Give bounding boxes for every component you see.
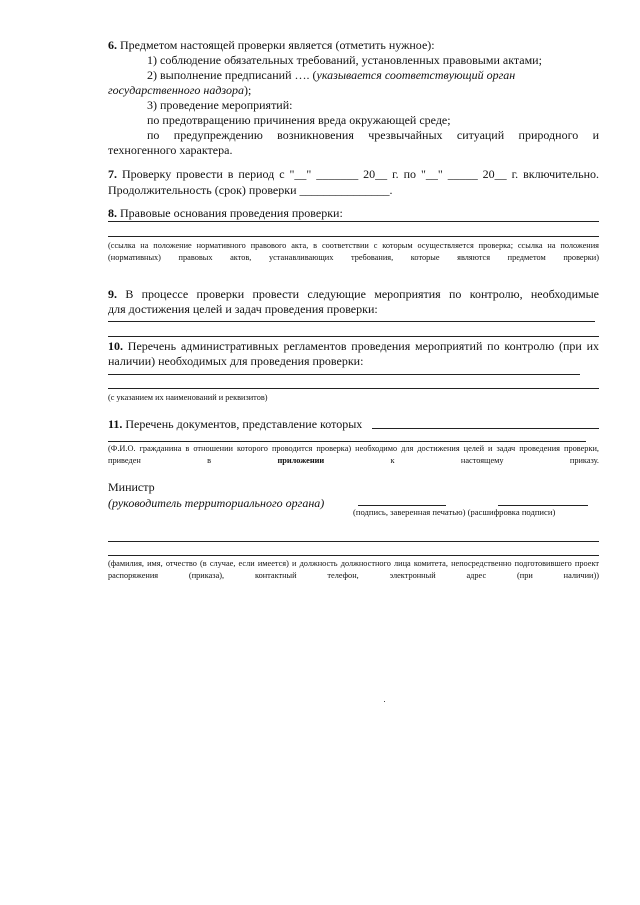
section-11-blank-line <box>108 441 586 442</box>
signature-caption: (подпись, заверенная печатью) (расшифровка подписи) <box>353 507 556 517</box>
section-10-blank-line-1 <box>108 374 580 375</box>
section-10-line-1: 10. Перечень административных регламентов проведения мероприятий по контролю (при их <box>108 339 600 353</box>
section-10-note: (с указанием их наименований и реквизитов) <box>108 393 268 402</box>
section-6-number: 6. <box>108 38 117 52</box>
section-6-item-2-cont: государственного надзора); <box>108 83 252 97</box>
section-6-item-3b-cont: техногенного характера. <box>108 143 233 157</box>
section-6-item-3a: по предотвращению причинения вреда окружающей среде; <box>147 113 451 127</box>
section-8-heading: 8. Правовые основания проведения проверки: <box>108 206 343 220</box>
signature-title: Министр <box>108 480 155 494</box>
section-9-line-1: 9. В процессе проверки провести следующие мероприятия по контролю, необходимые <box>108 287 599 301</box>
section-11-inline-blank <box>372 428 599 429</box>
section-7-duration: Продолжительность (срок) проверки _______________. <box>108 183 393 197</box>
scan-speck <box>384 701 385 702</box>
section-8-blank-line-1 <box>108 221 599 222</box>
section-9-line-2: для достижения целей и задач проведения проверки: <box>108 302 378 316</box>
footer-blank-line-1 <box>108 541 599 542</box>
section-9-blank-line-1 <box>108 321 595 322</box>
section-11-heading: 11. Перечень документов, представление которых <box>108 417 363 431</box>
section-10-blank-line-2 <box>108 388 599 389</box>
signature-line <box>358 505 446 506</box>
signature-subtitle: (руководитель территориального органа) <box>108 496 325 510</box>
section-7-period-text: Проверку провести в период с "__" _______ 20__ г. по "__" _____ 20__ г. включительно. <box>121 167 600 181</box>
section-11-note: (Ф.И.О. гражданина в отношении которого проводится проверка) необходимо для достижения целей и задач проведения проверки, приведен в приложении к настоящему приказу. <box>108 444 599 465</box>
signature-decode-line <box>498 505 588 506</box>
section-8-blank-line-2 <box>108 236 599 237</box>
section-8-note: (ссылка на положение нормативного правового акта, в соответствии с которым осуществляется проверка; ссылка на положения (нормативных) правовых актов, устанавливающих требования, которые являются предметом проверки) <box>108 241 599 262</box>
section-6-item-3b: по предупреждению возникновения чрезвычайных ситуаций природного и <box>147 128 599 142</box>
section-7-line-1: 7. Проверку провести в период с "__" _______ 20__ г. по "__" _____ 20__ г. включительно. <box>108 167 600 181</box>
section-6-heading <box>108 37 599 53</box>
section-6-heading-text: Предметом настоящей проверки является (отметить нужное): <box>120 38 435 52</box>
section-6-item-1: 1) соблюдение обязательных требований, установленных правовыми актами; <box>147 53 542 67</box>
section-6-item-3: 3) проведение мероприятий: <box>147 98 293 112</box>
section-6-item-2: 2) выполнение предписаний …. (указывается соответствующий орган <box>147 68 516 82</box>
section-10-line-2: наличии) необходимых для проведения проверки: <box>108 354 364 368</box>
footer-blank-line-2 <box>108 555 599 556</box>
footer-note: (фамилия, имя, отчество (в случае, если имеется) и должность должностного лица комитета, непосредственно подготовившего проект распоряжения (приказа), контактный телефон, электронный адрес (при наличии)) <box>108 559 599 580</box>
section-9-blank-line-2 <box>108 336 599 337</box>
